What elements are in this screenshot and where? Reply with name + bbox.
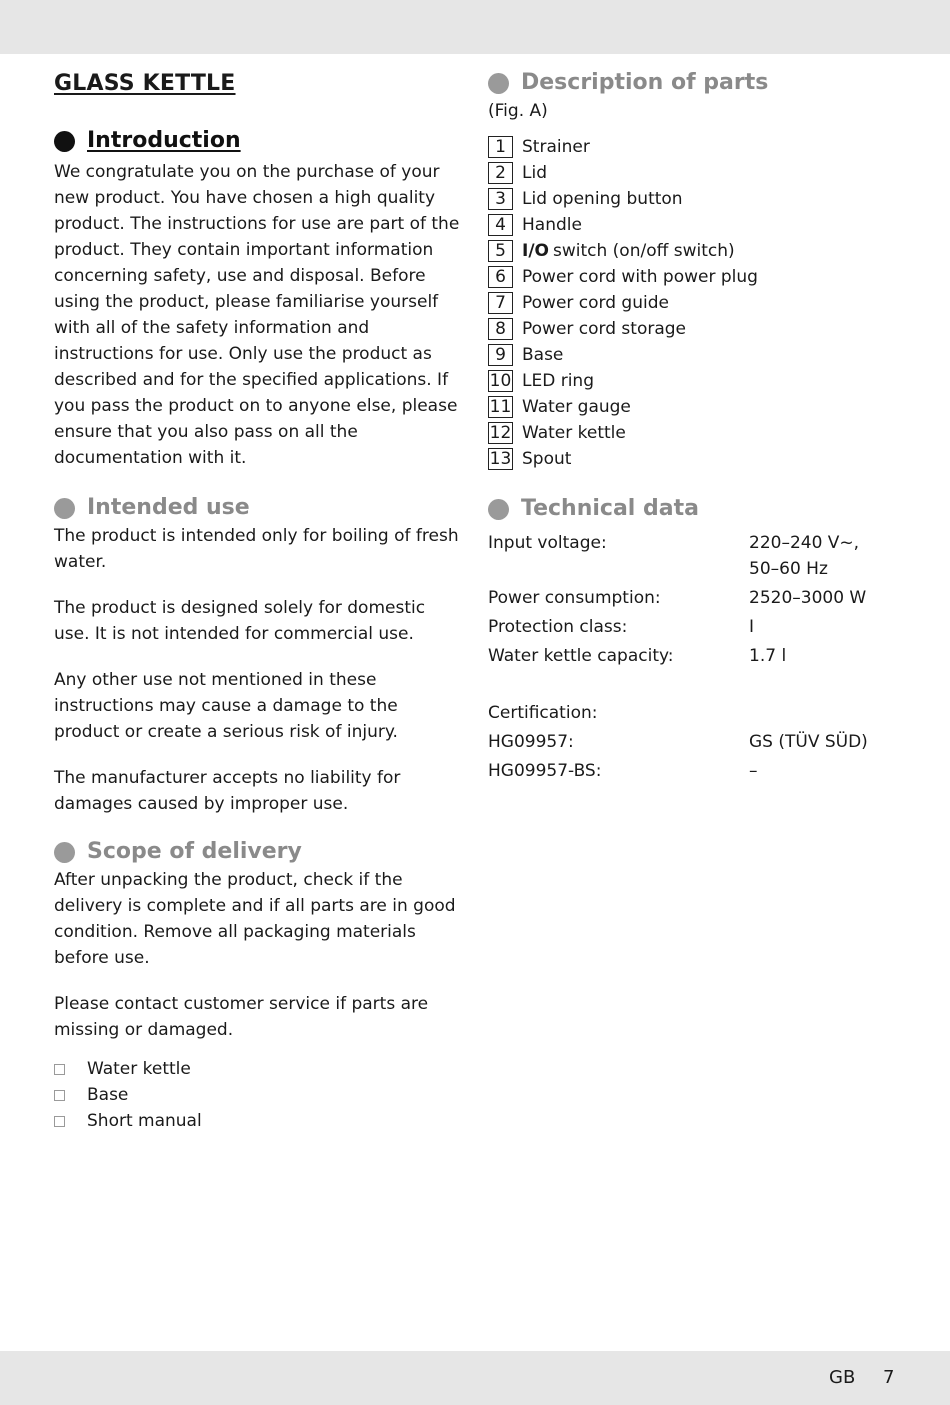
delivery-items-list — [54, 1056, 464, 1134]
introduction-text: We congratulate you on the purchase of your new product. You have chosen a high quality product. The instructions for use are part of the product. They contain important information concerning safety, use and disposal. Before using the product, please familiarise yourself with all of the safety information and instructions for use. Only use the product as described and for the specified applications. If you pass the product on to anyone else, please ensure that you also pass on all the documentation with it. — [54, 162, 460, 468]
part-label: Water gauge — [522, 397, 631, 417]
part-item — [488, 420, 908, 446]
tech-label: HG09957-BS: — [488, 761, 602, 781]
part-number: 12 — [489, 423, 512, 443]
part-item — [488, 238, 908, 264]
part-number: 13 — [489, 449, 512, 469]
part-item — [488, 342, 908, 368]
scope-paragraph: Please contact customer service if parts are missing or damaged. — [54, 994, 429, 1040]
tech-label: Water kettle capacity: — [488, 646, 674, 666]
scope-of-delivery-heading-text: Scope of delivery — [87, 839, 302, 864]
tech-label: Power consumption: — [488, 588, 661, 608]
tech-row-hg09957 — [488, 729, 908, 755]
tech-value: 1.7 l — [749, 646, 787, 666]
tech-value: I — [749, 617, 755, 637]
checkbox-square-icon — [54, 1116, 65, 1127]
parts-list — [488, 134, 908, 472]
tech-label: Protection class: — [488, 617, 628, 637]
intended-use-paragraph: The product is intended only for boiling of fresh water. — [54, 526, 459, 572]
io-switch-symbol: I/O — [522, 241, 549, 261]
part-number: 2 — [488, 162, 513, 184]
part-label: Lid opening button — [522, 189, 683, 209]
part-label: switch (on/off switch) — [553, 241, 735, 261]
intended-use-paragraph: The product is designed solely for domestic use. It is not intended for commercial use. — [54, 598, 426, 644]
tech-row-protection-class — [488, 614, 908, 640]
tech-value: 2520–3000 W — [749, 588, 867, 608]
description-of-parts-heading — [488, 68, 908, 98]
header-band — [0, 0, 950, 54]
bullet-dot-icon — [488, 499, 509, 520]
bullet-dot-icon — [54, 842, 75, 863]
checkbox-square-icon — [54, 1090, 65, 1101]
bullet-dot-icon — [54, 131, 75, 152]
list-item: Base — [54, 1082, 464, 1108]
left-column — [54, 68, 464, 1134]
tech-row-input-voltage — [488, 530, 908, 582]
introduction-heading — [54, 126, 464, 156]
technical-data-heading-text: Technical data — [521, 496, 699, 521]
part-item — [488, 316, 908, 342]
scope-of-delivery-heading — [54, 837, 464, 867]
part-item — [488, 368, 908, 394]
part-item — [488, 290, 908, 316]
part-label: LED ring — [522, 371, 594, 391]
figure-reference: (Fig. A) — [488, 101, 548, 121]
part-number: 6 — [488, 266, 513, 288]
part-number: 5 — [488, 240, 513, 262]
part-number: 8 — [488, 318, 513, 340]
intended-use-paragraph: Any other use not mentioned in these instructions may cause a damage to the product or create a serious risk of injury. — [54, 670, 398, 742]
part-number: 7 — [488, 292, 513, 314]
part-label: Base — [522, 345, 564, 365]
tech-label: HG09957: — [488, 732, 574, 752]
right-column — [488, 68, 908, 784]
part-label: Spout — [522, 449, 572, 469]
intended-use-heading — [54, 493, 464, 523]
part-item — [488, 134, 908, 160]
tech-label: Certification: — [488, 703, 598, 723]
part-label: Water kettle — [522, 423, 626, 443]
part-number: 10 — [489, 371, 512, 391]
part-label: Strainer — [522, 137, 590, 157]
footer-language-code: GB — [829, 1367, 856, 1388]
part-label: Power cord guide — [522, 293, 669, 313]
bullet-dot-icon — [488, 73, 509, 94]
tech-row-power-consumption — [488, 585, 908, 611]
tech-row-hg09957-bs — [488, 758, 908, 784]
part-number: 9 — [488, 344, 513, 366]
part-item — [488, 394, 908, 420]
scope-paragraph: After unpacking the product, check if the delivery is complete and if all parts are in good condition. Remove all packaging materials before use. — [54, 870, 456, 968]
part-number: 1 — [488, 136, 513, 158]
page-number: 7 — [883, 1367, 895, 1388]
tech-value: GS (TÜV SÜD) — [749, 732, 868, 752]
part-item — [488, 212, 908, 238]
footer-band — [0, 1351, 950, 1405]
description-of-parts-heading-text: Description of parts — [521, 70, 769, 95]
tech-value: – — [749, 761, 758, 781]
part-label: Lid — [522, 163, 547, 183]
tech-value: 220–240 V~, 50–60 Hz — [749, 533, 860, 579]
introduction-heading-text: Introduction — [87, 128, 241, 153]
tech-row-capacity — [488, 643, 908, 669]
part-number: 11 — [489, 397, 512, 417]
list-item: Short manual — [54, 1108, 464, 1134]
part-label: Power cord with power plug — [522, 267, 758, 287]
tech-value — [749, 700, 908, 726]
technical-data-heading — [488, 494, 908, 524]
part-item — [488, 264, 908, 290]
part-item — [488, 160, 908, 186]
part-item — [488, 186, 908, 212]
checkbox-square-icon — [54, 1064, 65, 1075]
list-item: Water kettle — [54, 1056, 464, 1082]
part-number: 3 — [488, 188, 513, 210]
document-title: GLASS KETTLE — [54, 71, 236, 96]
intended-use-paragraph: The manufacturer accepts no liability for damages caused by improper use. — [54, 768, 401, 814]
intended-use-heading-text: Intended use — [87, 495, 250, 520]
part-item — [488, 446, 908, 472]
part-label: Handle — [522, 215, 582, 235]
tech-label: Input voltage: — [488, 533, 607, 553]
tech-row-certification — [488, 700, 908, 726]
part-label: Power cord storage — [522, 319, 687, 339]
bullet-dot-icon — [54, 498, 75, 519]
part-number: 4 — [488, 214, 513, 236]
